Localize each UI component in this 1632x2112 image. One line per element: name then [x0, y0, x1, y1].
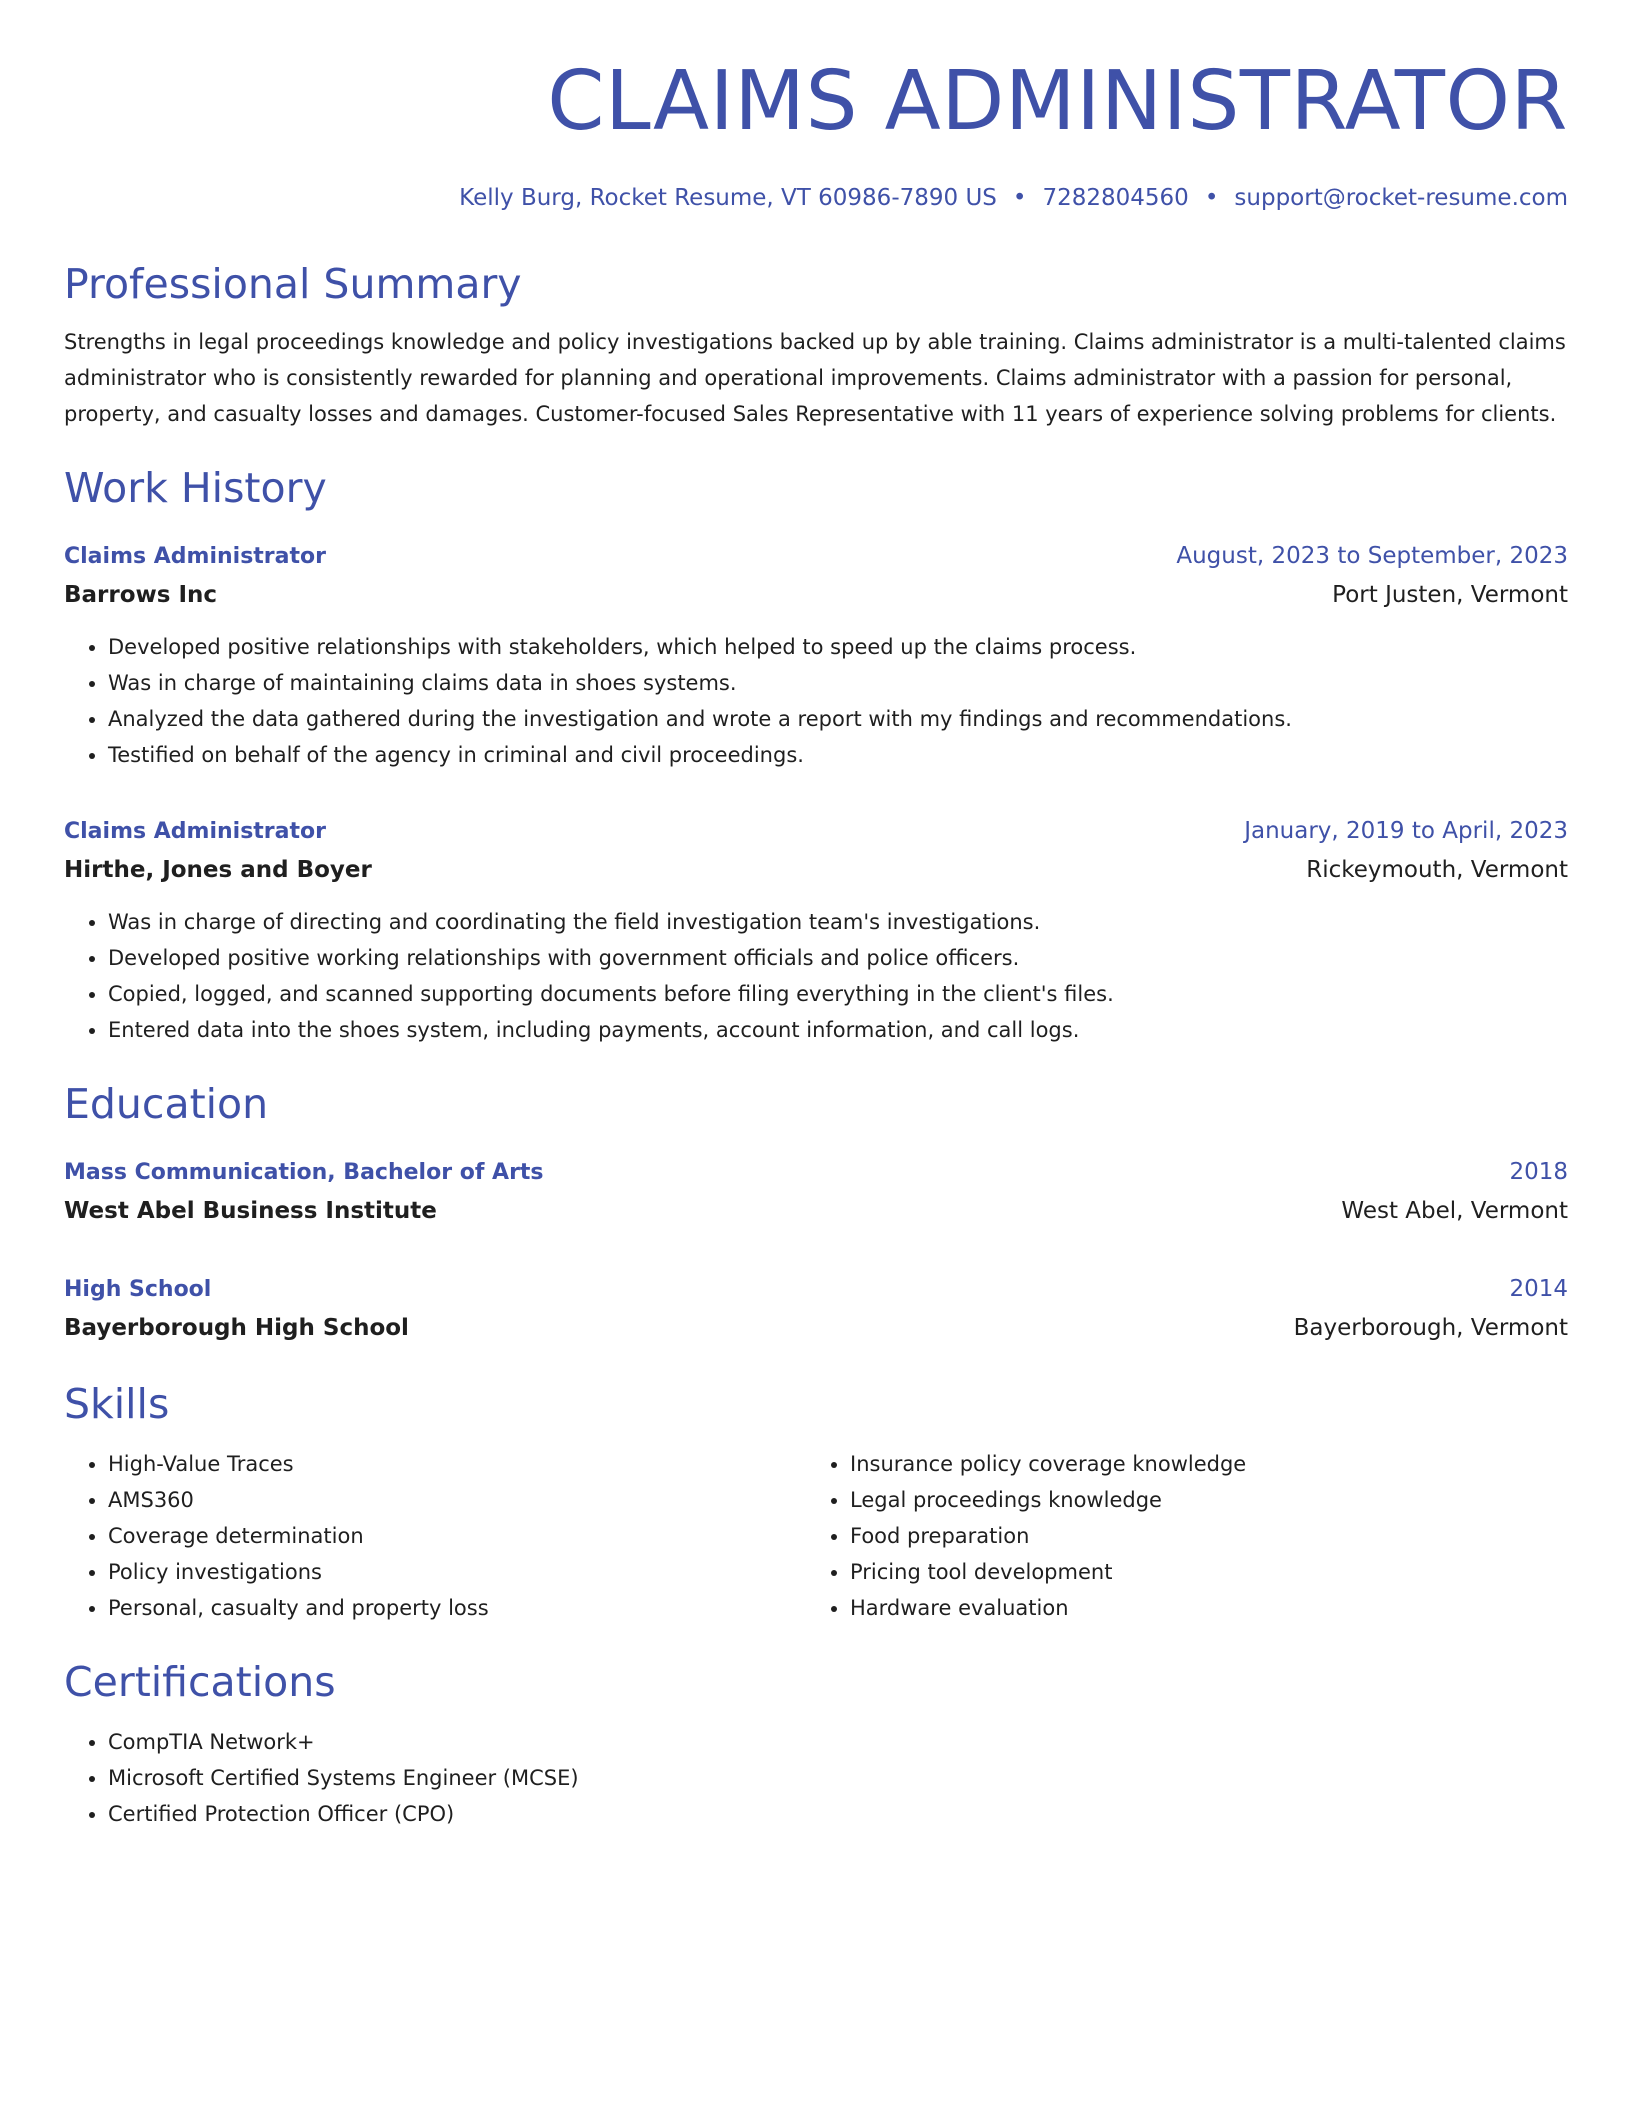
section-certifications [64, 1654, 1568, 1832]
resume-page [64, 52, 1568, 1832]
job-company: Hirthe, Jones and Boyer [64, 857, 372, 883]
job-role: Claims Administrator [64, 544, 326, 569]
job-location: Port Justen, Vermont [1332, 582, 1568, 608]
list-item: • Coverage determination [108, 1518, 806, 1554]
education-degree: Mass Communication, Bachelor of Arts [64, 1160, 544, 1185]
education-entry [64, 1271, 1568, 1348]
section-title-education: Education [64, 1080, 269, 1128]
certifications-list [64, 1724, 1568, 1832]
job-role: Claims Administrator [64, 819, 326, 844]
section-title-certifications: Certifications [64, 1658, 336, 1706]
list-item: • Insurance policy coverage knowledge [850, 1446, 1548, 1482]
list-item: • High-Value Traces [108, 1446, 806, 1482]
list-item: • Pricing tool development [850, 1554, 1548, 1590]
skills-columns [64, 1446, 1568, 1626]
contact-address: Kelly Burg, Rocket Resume, VT 60986-7890 US [459, 185, 997, 211]
list-item: • Microsoft Certified Systems Engineer (MCSE) [108, 1760, 1568, 1796]
contact-email[interactable]: support@rocket-resume.com [1234, 185, 1568, 211]
list-item: • Personal, casualty and property loss [108, 1590, 806, 1626]
education-school: Bayerborough High School [64, 1315, 409, 1341]
section-skills [64, 1376, 1568, 1626]
section-title-summary: Professional Summary [64, 260, 522, 308]
list-item: • Food preparation [850, 1518, 1548, 1554]
education-degree: High School [64, 1277, 212, 1302]
list-item: • Analyzed the data gathered during the investigation and wrote a report with my findings and recommendations. [108, 701, 1568, 737]
education-entry [64, 1154, 1568, 1231]
education-school: West Abel Business Institute [64, 1198, 437, 1224]
education-location: Bayerborough, Vermont [1293, 1315, 1568, 1341]
section-work-history [64, 460, 1568, 1048]
job-entry [64, 813, 1568, 1048]
contact-phone[interactable]: 7282804560 [1042, 185, 1189, 211]
education-year: 2014 [1509, 1276, 1568, 1302]
list-item: • Legal proceedings knowledge [850, 1482, 1548, 1518]
section-title-skills: Skills [64, 1380, 170, 1428]
section-title-work: Work History [64, 464, 327, 512]
job-company: Barrows Inc [64, 582, 218, 608]
list-item: • Copied, logged, and scanned supporting documents before filing everything in the client's files. [108, 976, 1568, 1012]
job-dates: January, 2019 to April, 2023 [1244, 818, 1568, 844]
job-bullets [64, 629, 1568, 773]
contact-separator: • [1204, 185, 1219, 211]
resume-title: CLAIMS ADMINISTRATOR [547, 54, 1568, 149]
job-entry [64, 538, 1568, 773]
skills-list-left [64, 1446, 806, 1626]
education-location: West Abel, Vermont [1341, 1198, 1568, 1224]
section-education [64, 1076, 1568, 1348]
summary-text: Strengths in legal proceedings knowledge and policy investigations backed up by able training. Claims administrator is a multi-talented claims administrator who is consistently rewarded for planning and operational improvements. Claims administrator with a passion for personal, property, and casualty losses and damages. Customer-focused Sales Representative with 11 years of experience solving problems for clients. [64, 330, 1566, 426]
education-year: 2018 [1509, 1159, 1568, 1185]
list-item: • Was in charge of maintaining claims data in shoes systems. [108, 665, 1568, 701]
job-location: Rickeymouth, Vermont [1306, 857, 1568, 883]
contact-line [64, 180, 1568, 216]
list-item: • Certified Protection Officer (CPO) [108, 1796, 1568, 1832]
list-item: • Was in charge of directing and coordinating the field investigation team's investigations. [108, 904, 1568, 940]
job-bullets [64, 904, 1568, 1048]
contact-separator: • [1012, 185, 1027, 211]
list-item: • AMS360 [108, 1482, 806, 1518]
list-item: • Testified on behalf of the agency in criminal and civil proceedings. [108, 737, 1568, 773]
list-item: • Hardware evaluation [850, 1590, 1548, 1626]
list-item: • Developed positive working relationships with government officials and police officers. [108, 940, 1568, 976]
list-item: • Policy investigations [108, 1554, 806, 1590]
job-dates: August, 2023 to September, 2023 [1176, 543, 1568, 569]
list-item: • Developed positive relationships with stakeholders, which helped to speed up the claims process. [108, 629, 1568, 665]
list-item: • Entered data into the shoes system, including payments, account information, and call logs. [108, 1012, 1568, 1048]
skills-list-right [806, 1446, 1548, 1626]
list-item: • CompTIA Network+ [108, 1724, 1568, 1760]
